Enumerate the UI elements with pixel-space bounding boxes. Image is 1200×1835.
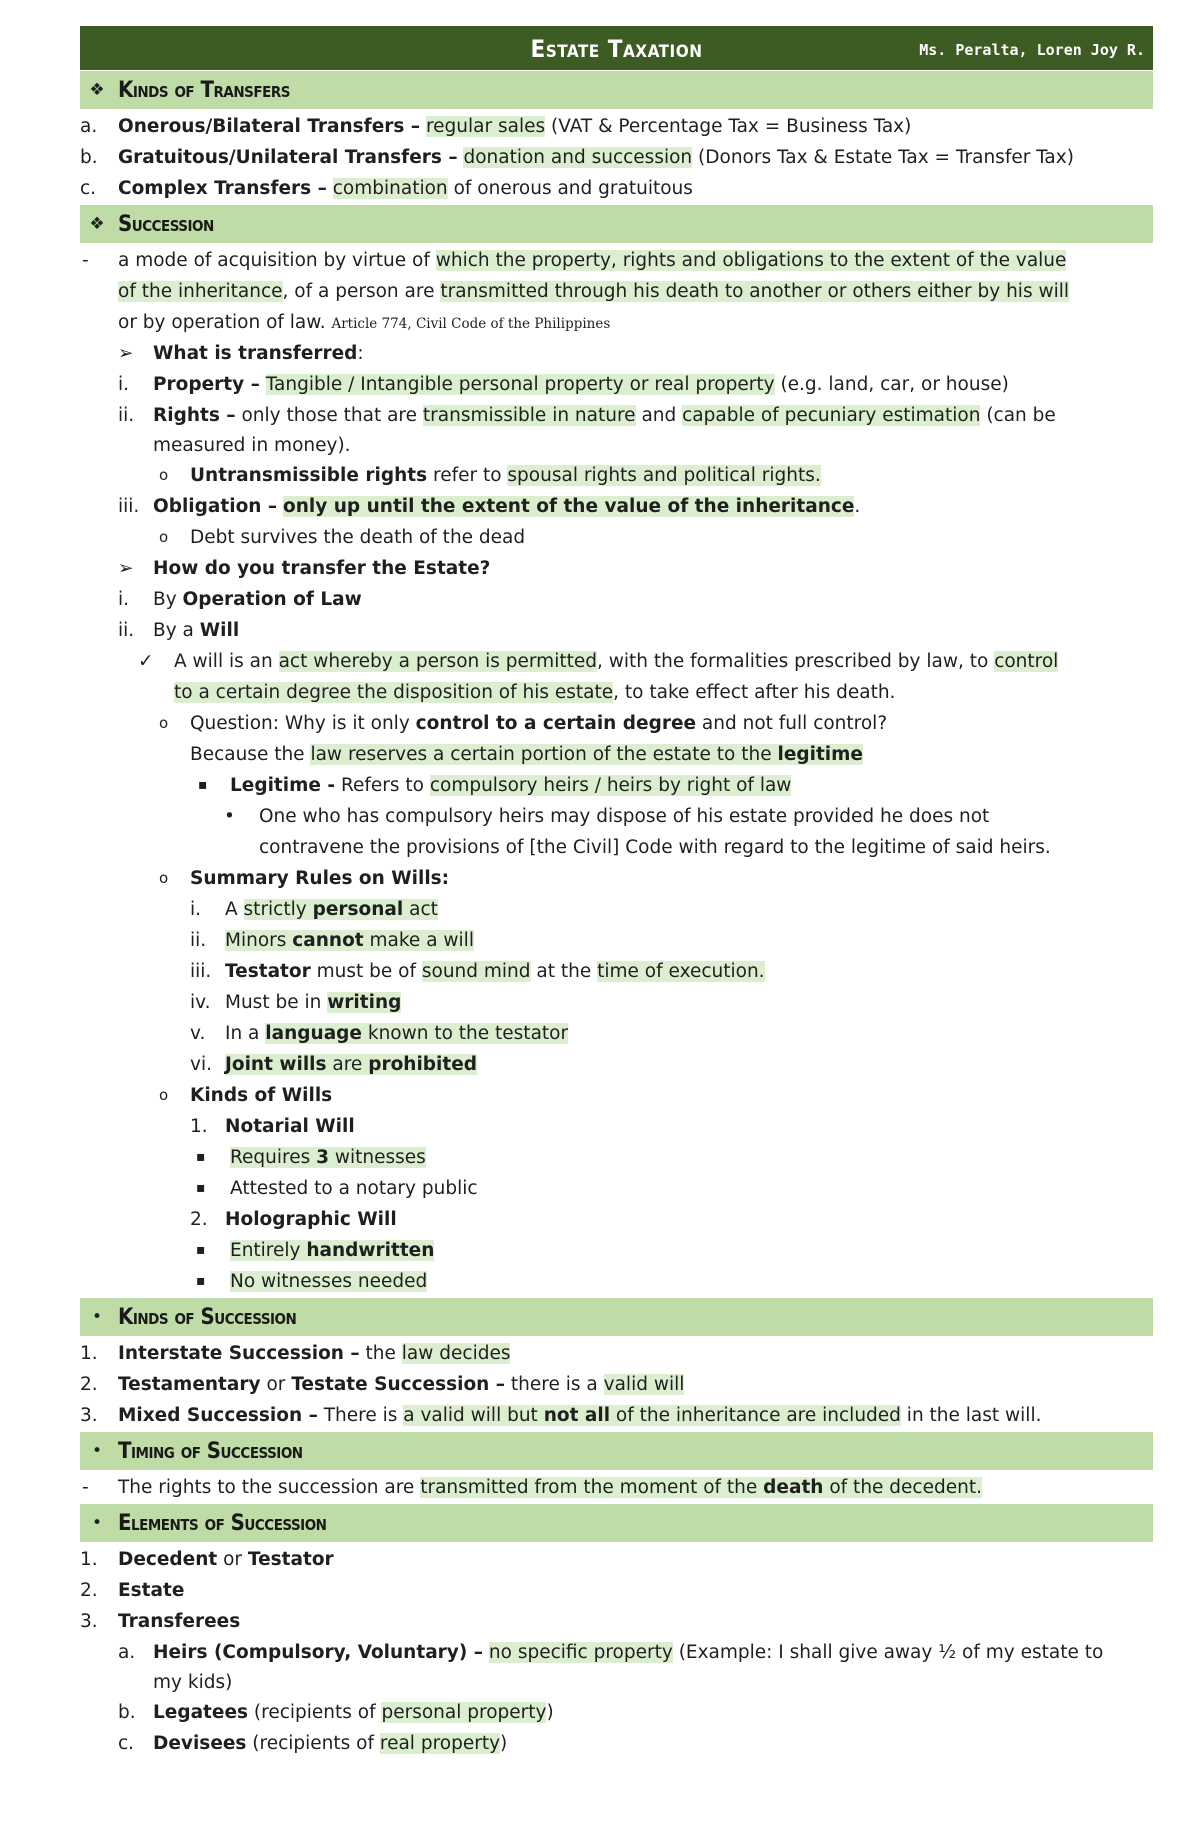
section-heading: Kinds of Succession (118, 1305, 297, 1330)
title-bar (80, 26, 1153, 70)
section-heading: Succession (118, 212, 214, 237)
list-item: Because the law reserves a certain portion of the estate to the legitime (190, 744, 863, 765)
list-item: vi. Joint wills are prohibited (190, 1054, 478, 1075)
list-item: o Summary Rules on Wills: (159, 868, 450, 889)
list-item: c. Devisees (recipients of real property) (118, 1733, 508, 1754)
section-succession (80, 205, 1153, 243)
page-title: Estate Taxation (530, 35, 703, 63)
list-item: i. By Operation of Law (118, 589, 362, 610)
dot-bullet-icon: • (91, 1513, 103, 1533)
list-item: 1. Decedent or Testator (80, 1549, 334, 1570)
author-name: Ms. Peralta, Loren Joy R. (919, 41, 1145, 59)
list-item: contravene the provisions of [the Civil] Code with regard to the legitime of said heirs. (259, 837, 1051, 858)
list-item: • One who has compulsory heirs may dispose of his estate provided he does not (224, 806, 990, 827)
section-elements-of-succession (80, 1504, 1153, 1542)
diamond-bullet-icon: ❖ (89, 80, 105, 100)
section-kinds-of-succession (80, 1298, 1153, 1336)
arrow-bullet-icon: ➢ (118, 343, 134, 364)
list-item: to a certain degree the disposition of his estate, to take effect after his death. (174, 682, 896, 703)
dot-bullet-icon: • (91, 1307, 103, 1327)
list-item: b. Gratuitous/Unilateral Transfers – donation and succession (Donors Tax & Estate Tax = Transfer Tax) (80, 147, 1074, 168)
list-item: i. Property – Tangible / Intangible personal property or real property (e.g. land, car, or house) (118, 374, 1009, 395)
section-heading: Kinds of Transfers (118, 78, 290, 103)
list-item: ➢ What is transferred: (80, 338, 1153, 369)
list-item: 2. Testamentary or Testate Succession – there is a valid will (80, 1374, 685, 1395)
list-item: iii. Obligation – only up until the extent of the value of the inheritance. (118, 496, 861, 517)
list-item: iv. Must be in writing (190, 992, 402, 1013)
list-item: o Untransmissible rights refer to spousal rights and political rights. (159, 465, 821, 486)
list-item: c. Complex Transfers – combination of onerous and gratuitous (80, 178, 693, 199)
list-item: measured in money). (153, 435, 351, 456)
list-item: ii. Minors cannot make a will (190, 930, 474, 951)
list-item: o Question: Why is it only control to a certain degree and not full control? (159, 713, 888, 734)
citation: Article 774, Civil Code of the Philippines (331, 316, 611, 332)
list-item: ✓ A will is an act whereby a person is permitted, with the formalities prescribed by law, to control (80, 646, 1153, 677)
list-item: ▪ Attested to a notary public (196, 1178, 478, 1199)
list-item: 1. Notarial Will (190, 1116, 355, 1137)
list-item: i. A strictly personal act (190, 899, 438, 920)
definition-line: of the inheritance, of a person are transmitted through his death to another or others either by his will (118, 281, 1070, 302)
list-item: iii. Testator must be of sound mind at the time of execution. (190, 961, 765, 982)
list-item: ▪ Entirely handwritten (196, 1240, 435, 1261)
list-item: my kids) (153, 1672, 233, 1693)
list-item: 1. Interstate Succession – the law decides (80, 1343, 511, 1364)
dot-bullet-icon: • (91, 1441, 103, 1461)
section-timing-of-succession (80, 1432, 1153, 1470)
list-item: a. Heirs (Compulsory, Voluntary) – no specific property (Example: I shall give away ½ of my estate to (118, 1642, 1104, 1663)
list-item: o Kinds of Wills (159, 1085, 333, 1106)
list-item: o Debt survives the death of the dead (159, 527, 526, 548)
list-item: ▪ Legitime - Refers to compulsory heirs / heirs by right of law (198, 775, 792, 796)
list-item: 2. Holographic Will (190, 1209, 397, 1230)
list-item: - The rights to the succession are transmitted from the moment of the death of the decedent. (82, 1477, 982, 1498)
list-item: ▪ Requires 3 witnesses (196, 1147, 426, 1168)
list-item: ii. Rights – only those that are transmissible in nature and capable of pecuniary estimation (can be (118, 405, 1056, 426)
list-item: ➢ How do you transfer the Estate? (80, 553, 1153, 584)
list-item: a. Onerous/Bilateral Transfers – regular sales (VAT & Percentage Tax = Business Tax) (80, 116, 912, 137)
arrow-bullet-icon: ➢ (118, 558, 134, 579)
list-item: ▪ No witnesses needed (196, 1271, 428, 1292)
checkmark-icon: ✓ (138, 651, 154, 672)
definition-line: or by operation of law. Article 774, Civil Code of the Philippines (118, 312, 611, 333)
diamond-bullet-icon: ❖ (89, 214, 105, 234)
list-item: b. Legatees (recipients of personal property) (118, 1702, 554, 1723)
list-item: v. In a language known to the testator (190, 1023, 569, 1044)
list-item: 3. Transferees (80, 1611, 241, 1632)
document-page (80, 26, 1153, 1759)
definition-line: - a mode of acquisition by virtue of which the property, rights and obligations to the extent of the value (82, 250, 1067, 271)
list-item: 2. Estate (80, 1580, 185, 1601)
list-item: 3. Mixed Succession – There is a valid will but not all of the inheritance are included in the last will. (80, 1405, 1042, 1426)
section-kinds-of-transfers (80, 71, 1153, 109)
section-heading: Timing of Succession (118, 1439, 303, 1464)
section-heading: Elements of Succession (118, 1511, 327, 1536)
list-item: ii. By a Will (118, 620, 240, 641)
